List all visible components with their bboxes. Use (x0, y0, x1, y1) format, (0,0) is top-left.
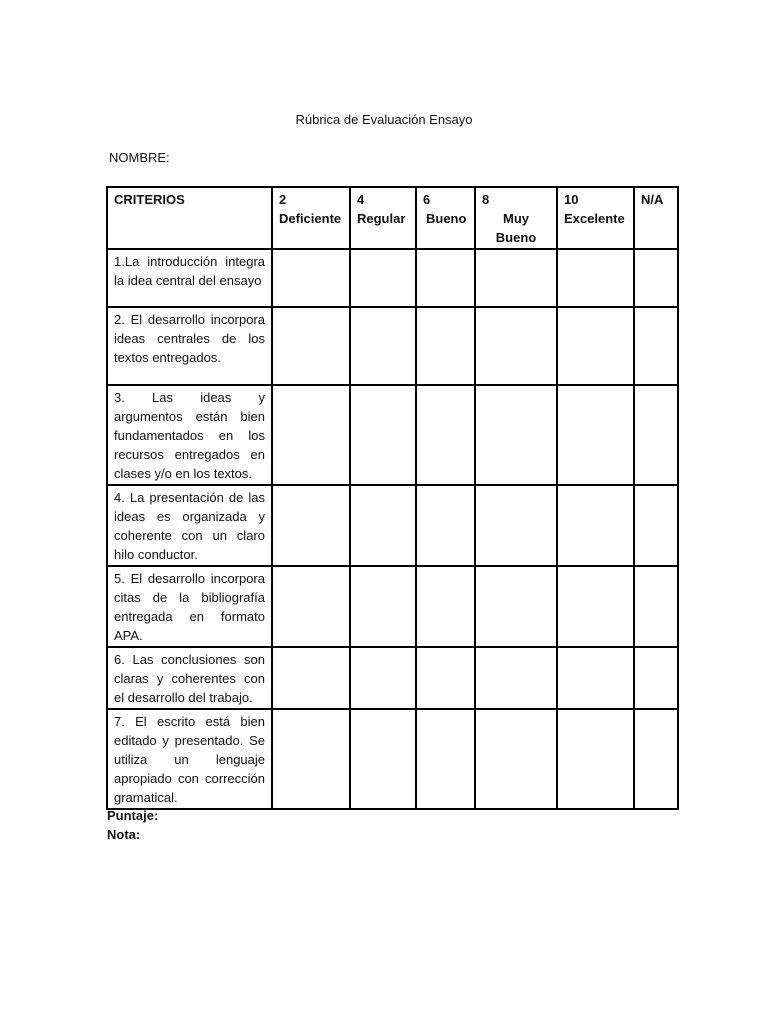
criterion-row (107, 647, 678, 709)
score-cell-4[interactable] (350, 307, 416, 385)
score-cell-na[interactable] (634, 485, 678, 566)
score-cell-8[interactable] (475, 485, 557, 566)
criterion-row (107, 249, 678, 307)
criterion-text: 4. La presentación de las ideas es organizada y coherente con un claro hilo conductor. (107, 485, 272, 566)
header-na-label: N/A (641, 192, 664, 207)
score-cell-na[interactable] (634, 249, 678, 307)
score-cell-na[interactable] (634, 647, 678, 709)
score-cell-8[interactable] (475, 647, 557, 709)
criterion-text: 2. El desarrollo incorpora ideas centrales de los textos entregados. (107, 307, 272, 385)
header-score-8-label: Muy Bueno (495, 211, 537, 245)
score-cell-2[interactable] (272, 485, 350, 566)
header-row (107, 187, 678, 249)
score-cell-8[interactable] (475, 709, 557, 809)
score-cell-8[interactable] (475, 385, 557, 485)
score-cell-6[interactable] (416, 566, 475, 647)
header-score-2-number: 2 (279, 192, 287, 207)
header-score-8 (475, 187, 557, 249)
score-cell-2[interactable] (272, 647, 350, 709)
criterion-row (107, 709, 678, 809)
score-cell-2[interactable] (272, 385, 350, 485)
criterion-row (107, 566, 678, 647)
header-score-8-number: 8 (482, 192, 490, 207)
criterion-row (107, 385, 678, 485)
score-cell-8[interactable] (475, 307, 557, 385)
score-cell-6[interactable] (416, 647, 475, 709)
header-score-4-number: 4 (357, 192, 365, 207)
score-cell-na[interactable] (634, 566, 678, 647)
criterion-text: 1.La introducción integra la idea central del ensayo (107, 249, 272, 307)
score-cell-4[interactable] (350, 249, 416, 307)
score-cell-2[interactable] (272, 249, 350, 307)
criterion-text: 3. Las ideas y argumentos están bien fundamentados en los recursos entregados en clases y/o en los textos. (107, 385, 272, 485)
rubric-table (106, 186, 679, 810)
header-criterios (107, 187, 272, 249)
header-score-6-label: Bueno (426, 211, 467, 226)
score-cell-4[interactable] (350, 709, 416, 809)
header-score-10-label: Excelente (564, 211, 625, 226)
criterion-text: 5. El desarrollo incorpora citas de la bibliografía entregada en formato APA. (107, 566, 272, 647)
score-cell-10[interactable] (557, 647, 634, 709)
header-na (634, 187, 678, 249)
header-score-2 (272, 187, 350, 249)
score-cell-2[interactable] (272, 307, 350, 385)
criterion-text: 7. El escrito está bien editado y presentado. Se utiliza un lenguaje apropiado con corrección gramatical. (107, 709, 272, 809)
score-cell-6[interactable] (416, 307, 475, 385)
score-cell-na[interactable] (634, 385, 678, 485)
score-cell-4[interactable] (350, 647, 416, 709)
score-cell-6[interactable] (416, 385, 475, 485)
score-cell-6[interactable] (416, 249, 475, 307)
score-cell-8[interactable] (475, 249, 557, 307)
score-cell-8[interactable] (475, 566, 557, 647)
name-label: NOMBRE: (109, 150, 170, 165)
score-cell-4[interactable] (350, 385, 416, 485)
header-score-4 (350, 187, 416, 249)
criterion-row (107, 485, 678, 566)
header-criterios-label: CRITERIOS (114, 192, 185, 207)
score-cell-4[interactable] (350, 485, 416, 566)
score-cell-2[interactable] (272, 566, 350, 647)
score-cell-10[interactable] (557, 249, 634, 307)
score-cell-4[interactable] (350, 566, 416, 647)
score-cell-na[interactable] (634, 709, 678, 809)
criterion-text: 6. Las conclusiones son claras y coherentes con el desarrollo del trabajo. (107, 647, 272, 709)
header-score-6 (416, 187, 475, 249)
score-label: Puntaje: (107, 808, 159, 823)
score-cell-10[interactable] (557, 709, 634, 809)
document-title: Rúbrica de Evaluación Ensayo (295, 112, 473, 127)
header-score-2-label: Deficiente (279, 211, 342, 226)
score-cell-10[interactable] (557, 385, 634, 485)
header-score-4-label: Regular (357, 211, 406, 226)
score-cell-10[interactable] (557, 566, 634, 647)
header-score-10-number: 10 (564, 192, 579, 207)
grade-label: Nota: (107, 827, 141, 842)
score-cell-10[interactable] (557, 307, 634, 385)
score-cell-na[interactable] (634, 307, 678, 385)
score-cell-10[interactable] (557, 485, 634, 566)
score-cell-2[interactable] (272, 709, 350, 809)
header-score-6-number: 6 (423, 192, 431, 207)
header-score-10 (557, 187, 634, 249)
criterion-row (107, 307, 678, 385)
score-cell-6[interactable] (416, 485, 475, 566)
score-cell-6[interactable] (416, 709, 475, 809)
